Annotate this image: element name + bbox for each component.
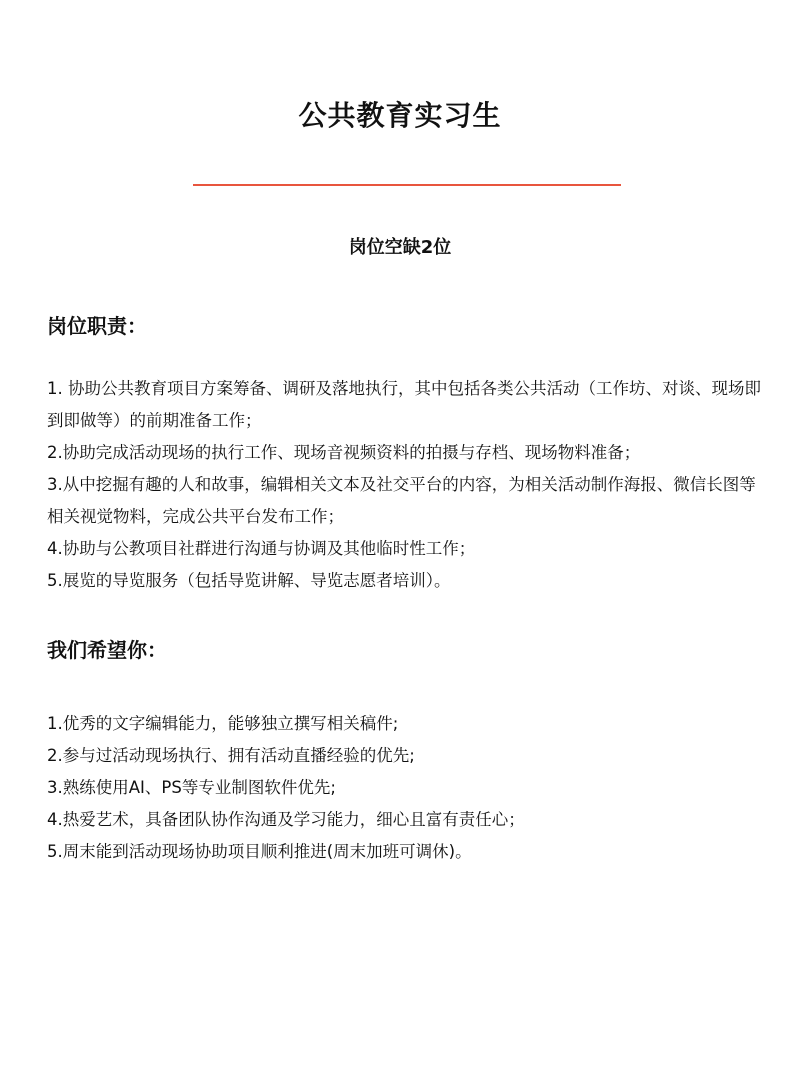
page-title: 公共教育实习生 (298, 99, 502, 132)
requirement-item-1: 1.优秀的文字编辑能力，能够独立撰写相关稿件; (47, 714, 399, 733)
duty-item-3: 3.从中挖掘有趣的人和故事，编辑相关文本及社交平台的内容，为相关活动制作海报、微信长图等相关视觉物料，完成公共平台发布工作； (47, 475, 756, 526)
duty-item-5: 5.展览的导览服务（包括导览讲解、导览志愿者培训）。 (47, 571, 451, 590)
requirements-list (47, 708, 767, 868)
requirement-item-2: 2.参与过活动现场执行、拥有活动直播经验的优先; (47, 746, 415, 765)
vacancy-count: 岗位空缺2位 (348, 237, 452, 258)
duty-item-4: 4.协助与公教项目社群进行沟通与协调及其他临时性工作； (47, 539, 476, 558)
requirement-item-3: 3.熟练使用AI、PS等专业制图软件优先; (47, 778, 336, 797)
duty-item-2: 2.协助完成活动现场的执行工作、现场音视频资料的拍摄与存档、现场物料准备； (47, 443, 641, 462)
requirement-item-4: 4.热爱艺术，具备团队协作沟通及学习能力，细心且富有责任心； (47, 810, 525, 829)
requirement-item-5: 5.周末能到活动现场协助项目顺利推进(周末加班可调休)。 (47, 842, 472, 861)
title-divider (193, 184, 621, 186)
requirements-heading: 我们希望你： (47, 638, 167, 662)
duty-item-1: 1. 协助公共教育项目方案筹备、调研及落地执行，其中包括各类公共活动（工作坊、对谈、现场即到即做等）的前期准备工作； (47, 379, 761, 430)
duties-heading: 岗位职责： (47, 314, 147, 338)
duties-list (47, 373, 767, 597)
